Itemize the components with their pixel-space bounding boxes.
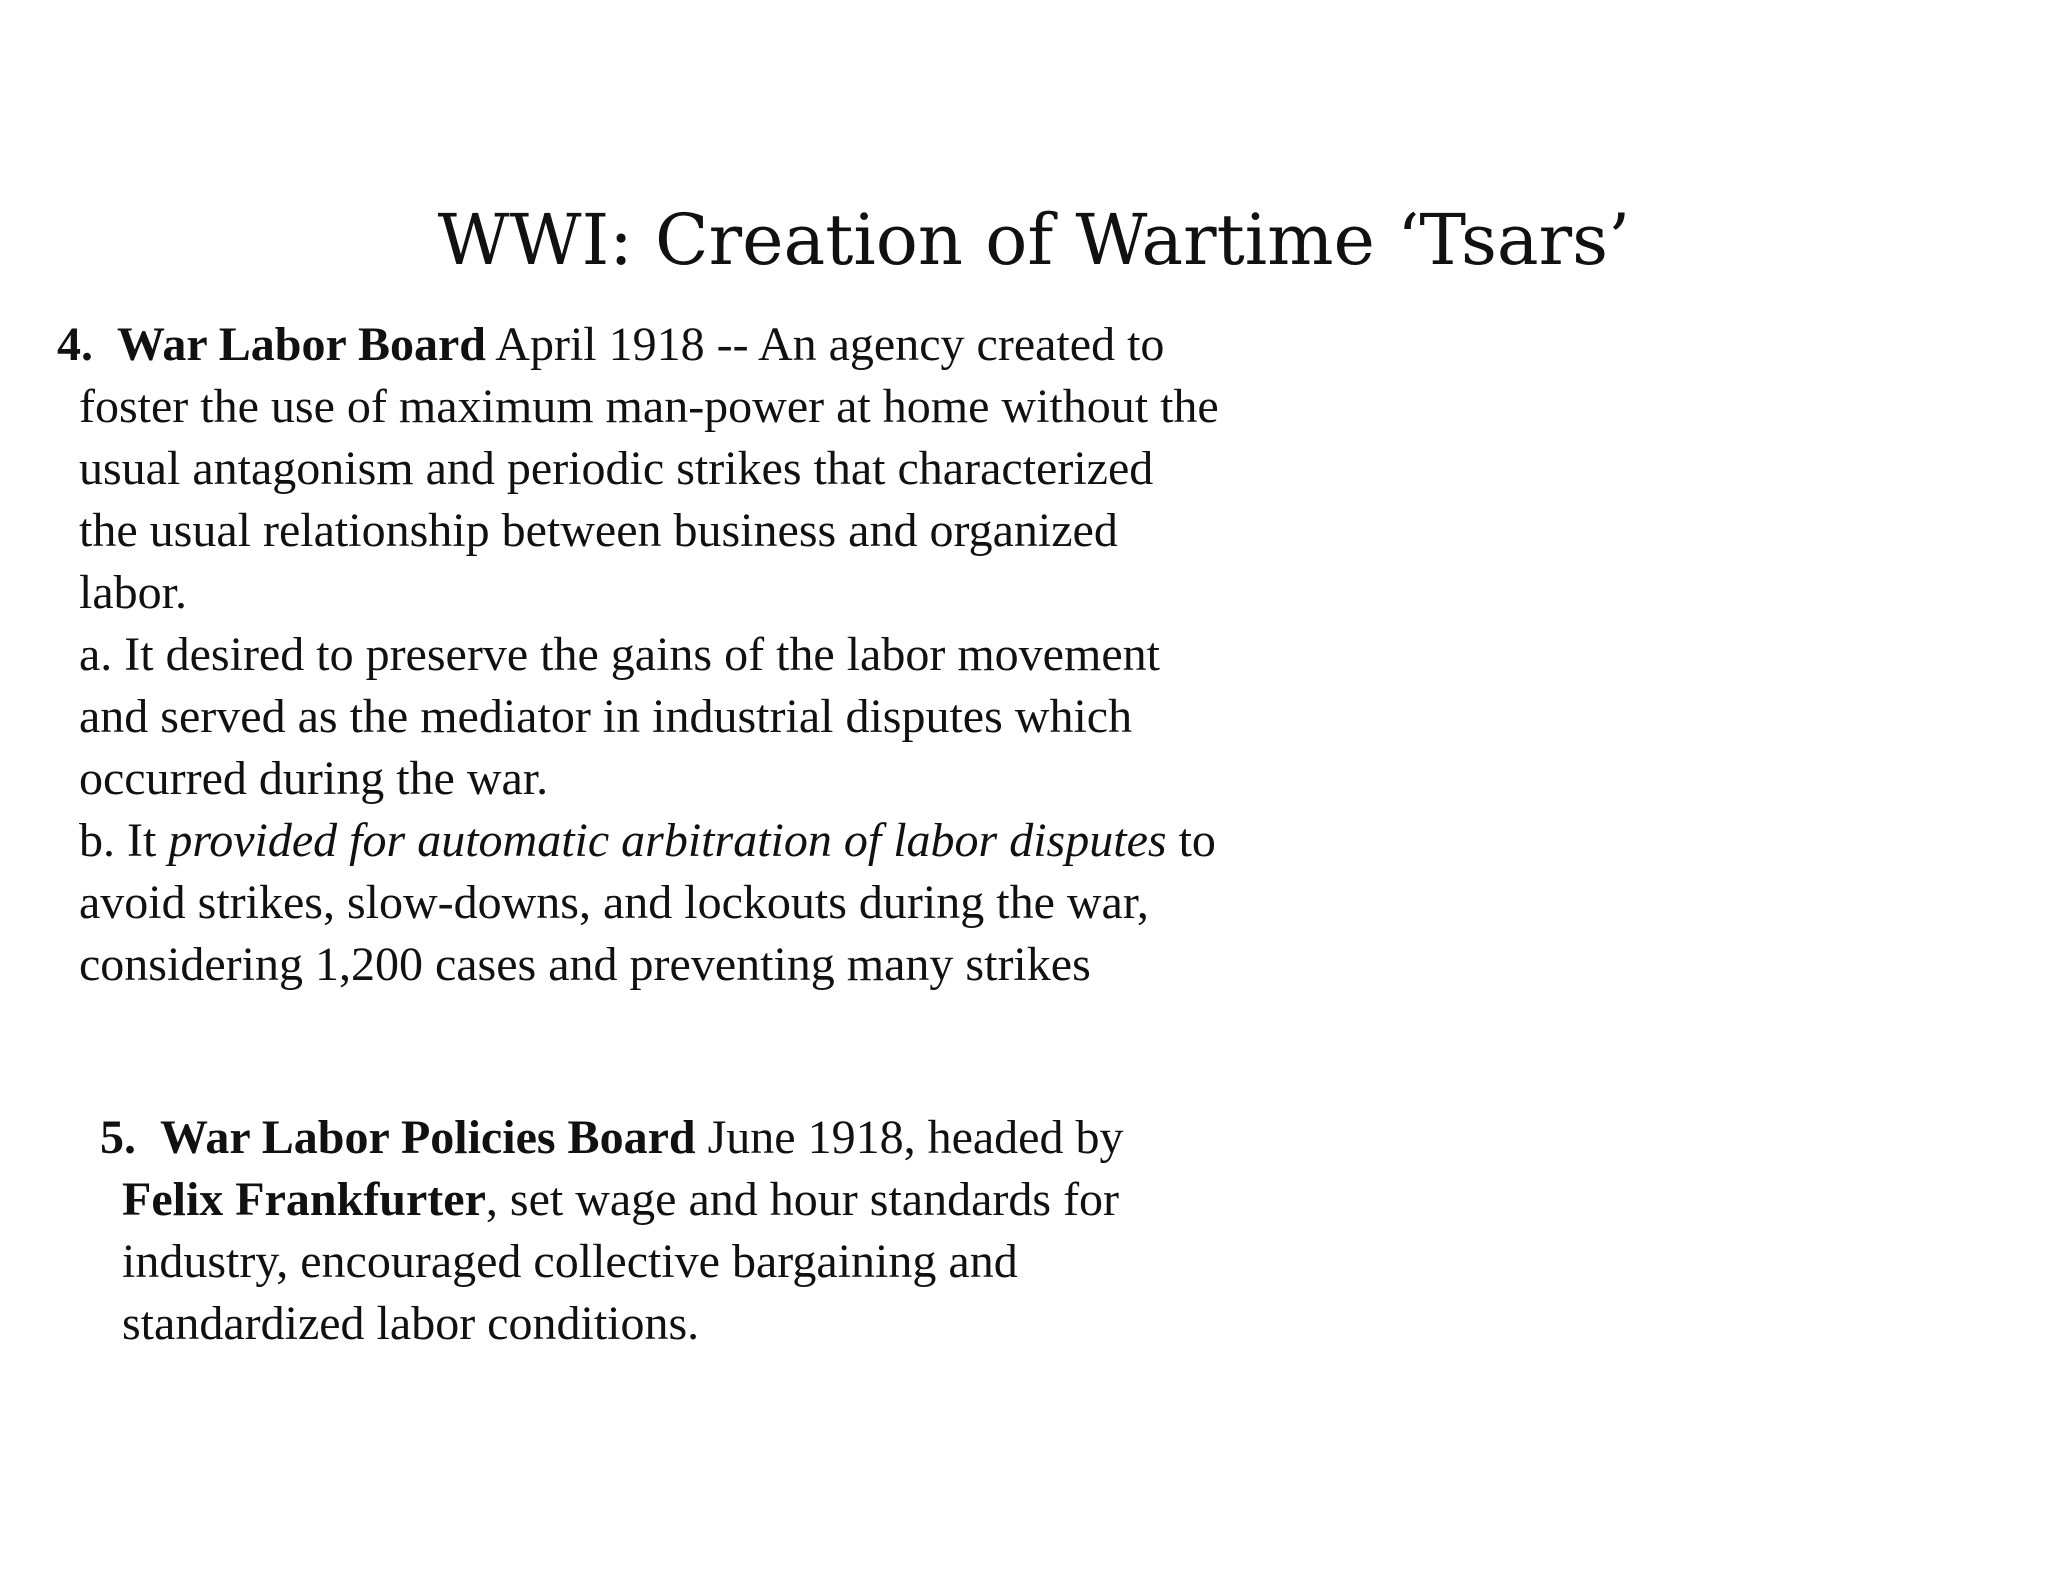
item-4-line-1 xyxy=(57,314,1477,376)
item-4-line-3: usual antagonism and periodic strikes that characterized xyxy=(79,442,1154,495)
item-5-line-1 xyxy=(100,1107,1400,1169)
item-4-war-labor-board xyxy=(57,314,1477,996)
item-5-line-4: standardized labor conditions. xyxy=(122,1297,700,1350)
item-4b-line-2: avoid strikes, slow-downs, and lockouts during the war, xyxy=(79,876,1149,929)
item-4a-line-3: occurred during the war. xyxy=(79,752,549,805)
item-4-line-4: the usual relationship between business and organized xyxy=(79,504,1118,557)
item-4b-emphasis: provided for automatic arbitration of labor disputes xyxy=(168,814,1167,867)
item-5-line-1-text: June 1918, headed by xyxy=(695,1111,1124,1164)
item-4b-line-1 xyxy=(57,810,1477,872)
item-4a-line-1: a. It desired to preserve the gains of the labor movement xyxy=(79,628,1160,681)
item-5-line-2 xyxy=(100,1169,1400,1231)
item-5-war-labor-policies-board xyxy=(100,1107,1400,1355)
item-5-number: 5. xyxy=(100,1111,136,1164)
item-4a-line-2: and served as the mediator in industrial disputes which xyxy=(79,690,1133,743)
item-5-person: Felix Frankfurter xyxy=(122,1173,486,1226)
item-5-line-3: industry, encouraged collective bargaining and xyxy=(122,1235,1018,1288)
item-4-heading: War Labor Board xyxy=(117,318,486,371)
item-4b-end: to xyxy=(1166,814,1216,867)
item-4-line-5: labor. xyxy=(79,566,187,619)
item-5-heading: War Labor Policies Board xyxy=(160,1111,696,1164)
item-4b-line-3: considering 1,200 cases and preventing many strikes xyxy=(79,938,1091,991)
slide-title: WWI: Creation of Wartime ‘Tsars’ xyxy=(437,199,1631,281)
item-5-line-2-text: , set wage and hour standards for xyxy=(485,1173,1120,1226)
item-4b-start: b. It xyxy=(79,814,169,867)
item-4-number: 4. xyxy=(57,318,93,371)
item-4-line-1-text: April 1918 -- An agency created to xyxy=(485,318,1165,371)
item-4-line-2: foster the use of maximum man-power at home without the xyxy=(79,380,1219,433)
